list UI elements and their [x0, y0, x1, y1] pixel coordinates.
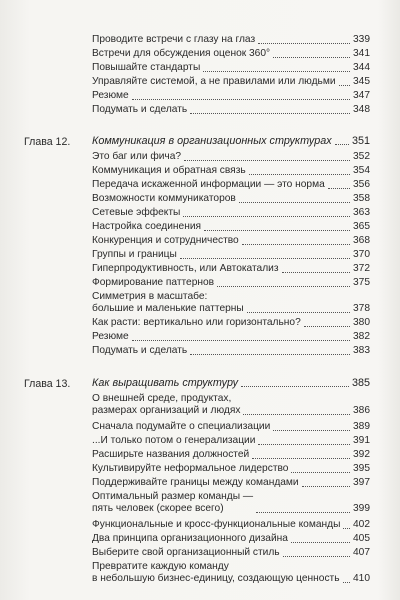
toc-entry: Коммуникация и обратная связь 354 — [92, 165, 370, 176]
toc-entry: Культивируйте неформальное лидерство 395 — [92, 463, 370, 474]
toc-entry: Управляйте системой, а не правилами или людьми 345 — [92, 76, 370, 87]
toc-entry: ...И только потом о генерализации 391 — [92, 435, 370, 446]
toc-entry: Повышайте стандарты 344 — [92, 62, 370, 73]
toc-entry: Резюме 347 — [92, 90, 370, 101]
toc-entry: Проводите встречи с глазу на глаз 339 — [92, 34, 370, 45]
toc-entry: Как расти: вертикально или горизонтально? 380 — [92, 317, 370, 328]
toc-entry: Сетевые эффекты 363 — [92, 207, 370, 218]
toc-entry: Сначала подумайте о специализации 389 — [92, 421, 370, 432]
toc-entry: Резюме 382 — [92, 331, 370, 342]
chapter-label: Глава 12. — [24, 136, 71, 148]
toc-entry: Превратите каждую команду в небольшую бизнес-единицу, создающую ценность 410 — [92, 561, 370, 585]
toc-entry: О внешней среде, продуктах, размерах организаций и людях 386 — [92, 393, 370, 417]
toc-entry: Расширьте названия должностей 392 — [92, 449, 370, 460]
toc-entry: Выберите свой организационный стиль 407 — [92, 547, 370, 558]
toc-entry: Функциональные и кросс-функциональные команды 402 — [92, 519, 370, 530]
toc-entry: Передача искаженной информации — это норма 356 — [92, 179, 370, 190]
toc-entry: Подумать и сделать 383 — [92, 345, 370, 356]
toc-entry: Подумать и сделать 348 — [92, 104, 370, 115]
toc-entry: Два принципа организационного дизайна 405 — [92, 533, 370, 544]
toc-entry: Группы и границы 370 — [92, 249, 370, 260]
toc-entry: Это баг или фича? 352 — [92, 151, 370, 162]
toc-entry: Формирование паттернов 375 — [92, 277, 370, 288]
toc-entry: Встречи для обсуждения оценок 360° 341 — [92, 48, 370, 59]
toc-entry: Конкуренция и сотрудничество 368 — [92, 235, 370, 246]
toc-entry: Оптимальный размер команды — пять человек (скорее всего) 399 — [92, 491, 370, 515]
chapter-title: Как выращивать структуру 385 — [92, 377, 370, 389]
toc-entry: Гиперпродуктивность, или Автокатализ 372 — [92, 263, 370, 274]
toc-entry: Настройка соединения 365 — [92, 221, 370, 232]
page-edge-shadow — [378, 0, 400, 600]
toc-entry: Возможности коммуникаторов 358 — [92, 193, 370, 204]
chapter-title: Коммуникация в организационных структурах 351 — [92, 135, 370, 147]
toc-entry: Симметрия в масштабе: большие и маленькие паттерны 378 — [92, 291, 370, 315]
toc-entry: Поддерживайте границы между командами 397 — [92, 477, 370, 488]
chapter-label: Глава 13. — [24, 378, 71, 390]
